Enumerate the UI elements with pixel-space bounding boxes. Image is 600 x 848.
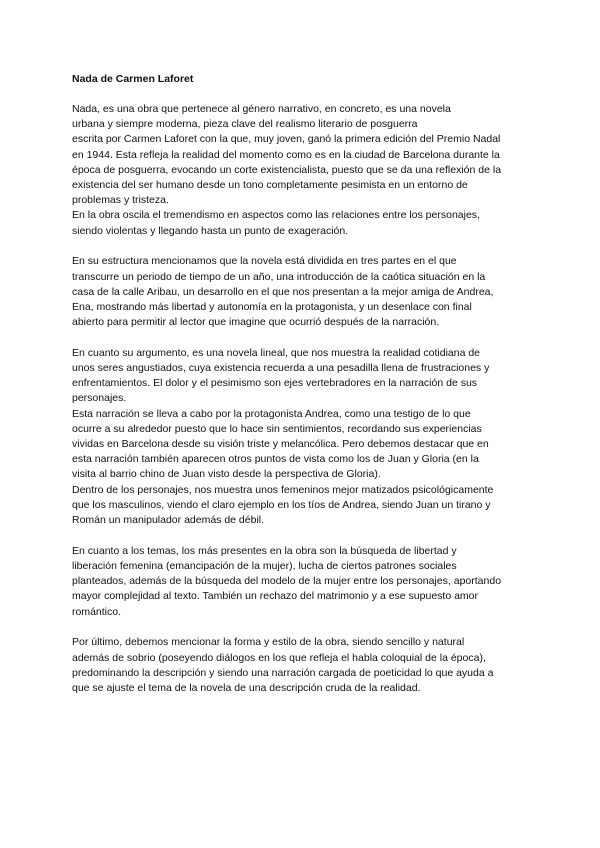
text-line: esta narración también aparecen otros puntos de vista como los de Juan y Gloria (en la [72,453,479,466]
text-line: en 1944. Esta refleja la realidad del momento como es en la ciudad de Barcelona durante la [72,148,500,161]
paragraph-style [72,635,528,696]
text-line: abierto para permitir al lector que imagine que ocurrió después de la narración. [72,316,440,329]
text-line: además de sobrio (poseyendo diálogos en los que refleja el habla coloquial de la época), [72,651,486,664]
text-line: época de posguerra, evocando un corte existencialista, puesto que se da una reflexión de la [72,163,502,176]
text-line: ocurre a su alrededor puesto que lo hace sin sentimientos, recordando sus experiencias [72,422,482,435]
text-line: existencia del ser humano desde un tono completamente pesimista en un entorno de [72,179,468,192]
text-line: que se ajuste el tema de la novela de una descripción cruda de la realidad. [72,681,421,694]
text-line: En la obra oscila el tremendismo en aspectos como las relaciones entre los personajes, [72,209,480,222]
paragraph-structure [72,254,528,330]
text-line: Por último, debemos mencionar la forma y estilo de la obra, siendo sencillo y natural [72,636,465,649]
text-line: visita al barrio chino de Juan visto desde la perspectiva de Gloria). [72,468,381,481]
text-line: Esta narración se lleva a cabo por la protagonista Andrea, como una testigo de lo que [72,407,471,420]
text-line: planteados, además de la búsqueda del modelo de la mujer entre los personajes, aportando [72,575,502,588]
paragraph-themes [72,544,528,620]
text-line: vividas en Barcelona desde su visión triste y melancólica. Pero debemos destacar que en [72,438,489,451]
paragraph-intro [72,102,528,239]
paragraph-argument [72,346,528,528]
text-line: escrita por Carmen Laforet con la que, muy joven, ganó la primera edición del Premio Nadal [72,133,501,146]
text-line: que los masculinos, viendo el claro ejemplo en los tíos de Andrea, siendo Juan un tirano y [72,498,491,511]
text-line: En cuanto su argumento, es una novela lineal, que nos muestra la realidad cotidiana de [72,346,481,359]
text-line: mayor complejidad al texto. También un rechazo del matrimonio y a ese supuesto amor [72,590,479,603]
text-line: Dentro de los personajes, nos muestra unos femeninos mejor matizados psicológicamente [72,483,494,496]
text-line: liberación femenina (emancipación de la mujer), lucha de ciertos patrones sociales [72,559,457,572]
text-line: personajes. [72,392,127,405]
text-line: urbana y siempre moderna, pieza clave del realismo literario de posguerra [72,118,418,131]
text-line: casa de la calle Aribau, un desarrollo en el que nos presentan a la mejor amiga de Andrea, [72,285,494,298]
text-line: En su estructura mencionamos que la novela está dividida en tres partes en el que [72,255,457,268]
text-line: Nada, es una obra que pertenece al género narrativo, en concreto, es una novela [72,103,451,115]
text-line: romántico. [72,605,122,618]
document-title: Nada de Carmen Laforet [72,73,194,85]
text-line: siendo violentas y llegando hasta un punto de exageración. [72,224,349,237]
text-line: Román un manipulador además de débil. [72,514,265,527]
document-page [72,72,528,712]
text-line: predominando la descripción y siendo una narración cargada de poeticidad lo que ayuda a [72,666,494,679]
text-line: enfrentamientos. El dolor y el pesimismo son ejes vertebradores en la narración de sus [72,377,478,390]
text-line: unos seres angustiados, cuya existencia recuerda a una pesadilla llena de frustraciones y [72,362,490,375]
text-line: Ena, mostrando más libertad y autonomía en la protagonista, y un desenlace con final [72,300,472,313]
text-line: problemas y tristeza. [72,194,169,207]
text-line: transcurre un periodo de tiempo de un año, una introducción de la caótica situación en la [72,270,486,283]
text-line: En cuanto a los temas, los más presentes en la obra son la búsqueda de libertad y [72,544,457,557]
